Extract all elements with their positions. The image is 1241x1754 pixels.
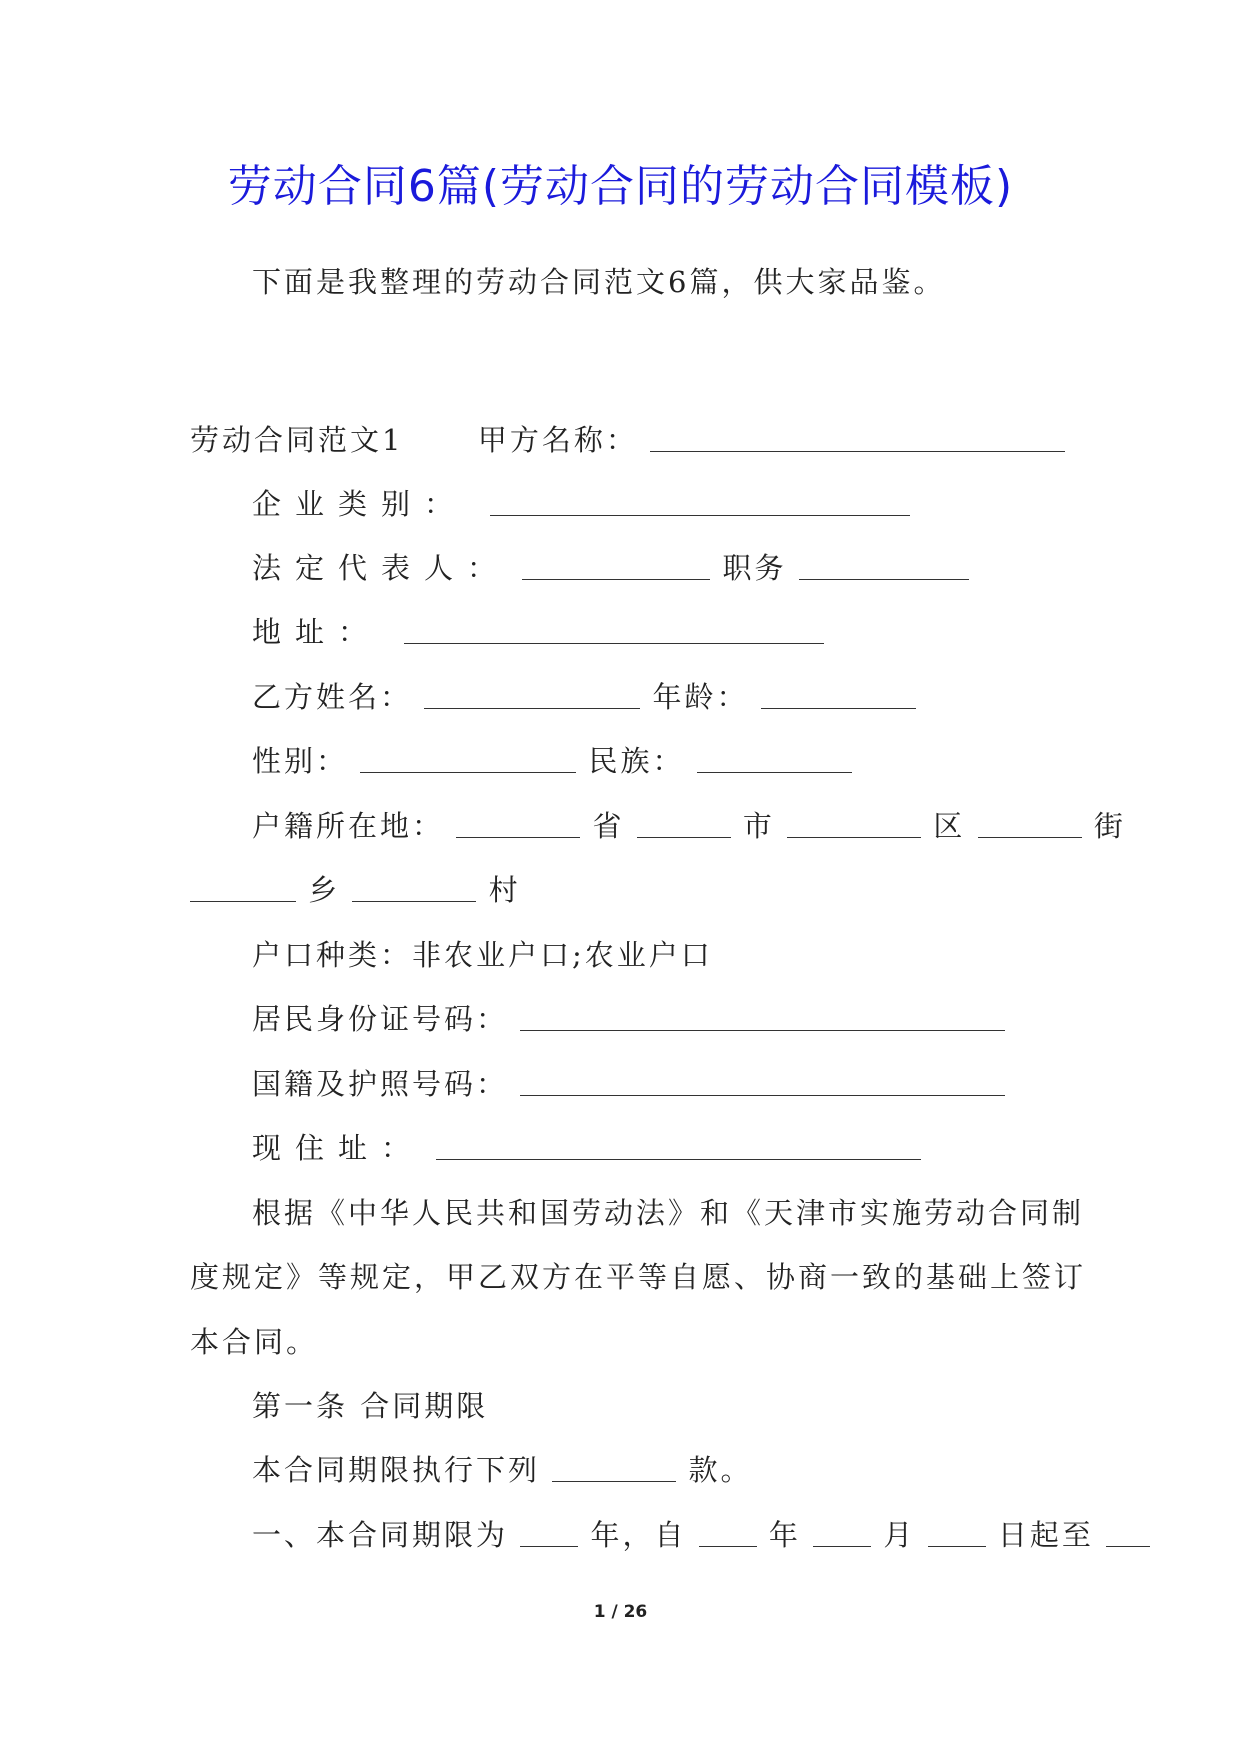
province-blank <box>456 807 580 838</box>
clause-label-d: 月 <box>883 1518 916 1552</box>
district-label: 区 <box>933 809 966 843</box>
township-blank <box>352 871 476 902</box>
party-b-name-blank <box>424 678 640 709</box>
village-label: 村 <box>488 873 521 907</box>
city-blank <box>637 807 731 838</box>
term-blank <box>552 1451 676 1482</box>
party-b-name-label: 乙方姓名： <box>252 680 413 714</box>
clause-label-b: 年，自 <box>590 1518 687 1552</box>
end-year-blank <box>1106 1516 1150 1547</box>
section-label: 劳动合同范文1 <box>190 423 404 457</box>
nationality-passport-label: 国籍及护照号码： <box>252 1067 509 1101</box>
street-blank <box>978 807 1082 838</box>
gender-label: 性别： <box>252 744 349 778</box>
household-loc-label: 户籍所在地： <box>252 809 445 843</box>
page-number: 1 / 26 <box>593 1602 648 1622</box>
intro-paragraph: 下面是我整理的劳动合同范文6篇，供大家品鉴。 <box>252 265 946 299</box>
party-a-name-blank <box>650 421 1065 452</box>
household-type-line: 户口种类：非农业户口;农业户口 <box>252 938 713 972</box>
current-address-blank <box>436 1129 921 1160</box>
legal-rep-label: 法定代表人： <box>252 551 511 585</box>
gender-line <box>252 741 852 781</box>
clause-label-a: 一、本合同期限为 <box>252 1518 509 1552</box>
clause-label-c: 年 <box>768 1518 801 1552</box>
district-blank <box>787 807 921 838</box>
current-address-label: 现住址： <box>252 1131 425 1165</box>
passport-blank <box>520 1065 1005 1096</box>
street-name-blank <box>190 871 296 902</box>
position-label: 职务 <box>722 551 787 585</box>
paragraph-line: 度规定》等规定，甲乙双方在平等自愿、协商一致的基础上签订 <box>190 1260 1087 1294</box>
household-line-1 <box>252 806 1126 846</box>
household-line-2 <box>190 870 521 910</box>
enterprise-type-blank <box>490 485 910 516</box>
start-month-blank <box>813 1516 871 1547</box>
city-label: 市 <box>742 809 775 843</box>
township-label: 乡 <box>308 873 341 907</box>
years-blank <box>520 1516 578 1547</box>
id-number-line <box>252 999 1005 1039</box>
clause-label-e: 日起至 <box>997 1518 1094 1552</box>
start-year-blank <box>699 1516 757 1547</box>
age-label: 年龄： <box>652 680 749 714</box>
party-a-name-label: 甲方名称： <box>477 423 638 457</box>
street-label: 街 <box>1093 809 1126 843</box>
passport-line <box>252 1064 1005 1104</box>
term-line <box>252 1450 752 1490</box>
address-line <box>252 612 824 652</box>
document-title: 劳动合同6篇(劳动合同的劳动合同模板) <box>227 161 1014 212</box>
ethnicity-label: 民族： <box>588 744 685 778</box>
party-b-line <box>252 677 916 717</box>
clause-line <box>252 1515 1150 1555</box>
article-heading: 第一条 合同期限 <box>252 1389 489 1423</box>
id-number-blank <box>520 1000 1005 1031</box>
gender-blank <box>360 742 576 773</box>
ethnicity-blank <box>697 742 852 773</box>
address-label: 地址： <box>252 615 382 649</box>
province-label: 省 <box>592 809 625 843</box>
party-a-line <box>190 420 1065 460</box>
term-label-a: 本合同期限执行下列 <box>252 1453 541 1487</box>
current-address-line <box>252 1128 921 1168</box>
id-number-label: 居民身份证号码： <box>252 1002 509 1036</box>
legal-rep-blank <box>522 549 710 580</box>
age-blank <box>761 678 916 709</box>
paragraph-line: 本合同。 <box>190 1325 319 1359</box>
enterprise-type-line <box>252 484 910 524</box>
term-label-b: 款。 <box>688 1453 753 1487</box>
enterprise-type-label: 企业类别： <box>252 487 468 521</box>
address-blank <box>404 613 824 644</box>
position-blank <box>799 549 969 580</box>
start-day-blank <box>928 1516 986 1547</box>
paragraph-line: 根据《中华人民共和国劳动法》和《天津市实施劳动合同制 <box>252 1196 1085 1230</box>
legal-rep-line <box>252 548 969 588</box>
